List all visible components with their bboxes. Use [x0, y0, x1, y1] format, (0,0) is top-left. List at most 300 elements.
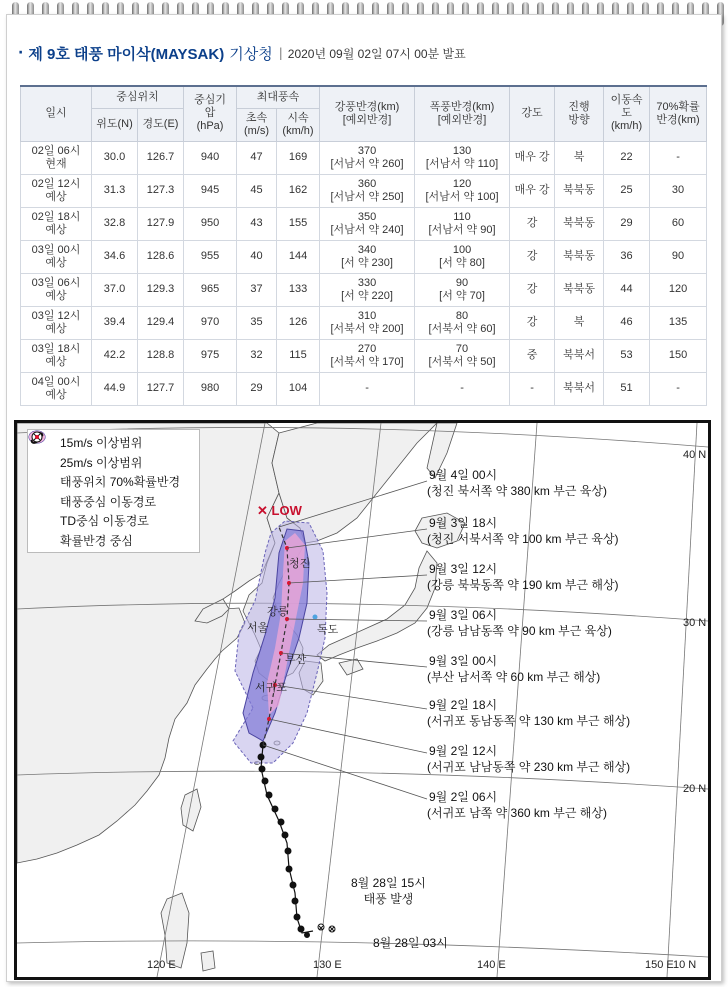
cell-lon-val: 128.6	[146, 250, 175, 262]
cell-intensity	[510, 306, 555, 339]
cell-gale-ex: [서 약 230]	[341, 256, 393, 269]
cell-kmh-val: 126	[288, 316, 308, 328]
cell-gale-val: -	[365, 382, 369, 394]
cell-pressure	[184, 339, 237, 372]
genesis-annotation	[351, 875, 426, 907]
cell-prob	[650, 339, 707, 372]
annotation-desc: (강릉 북북동쪽 약 190 km 부근 해상)	[427, 578, 619, 592]
cell-direction	[555, 339, 604, 372]
cell-kind: 예상	[45, 223, 67, 236]
cell-intensity-val: 강	[526, 283, 538, 295]
annotation-desc: (청진 북서쪽 약 380 km 부근 육상)	[427, 484, 607, 498]
annotation-desc: (서귀포 남남동쪽 약 230 km 부근 해상)	[427, 760, 631, 774]
city-busan: 부산	[285, 654, 307, 666]
cell-lon	[138, 141, 184, 174]
annotation-time: 9월 2일 12시	[429, 744, 498, 758]
cell-date: 04일 00시	[31, 375, 81, 388]
cell-gale-val: 350	[357, 210, 377, 223]
cell-lat-val: 44.9	[103, 382, 126, 394]
col-speed	[604, 86, 650, 141]
legend-row-track	[34, 492, 193, 512]
cell-prob	[650, 207, 707, 240]
cell-kmh	[277, 339, 320, 372]
forecast-row	[21, 174, 707, 207]
cell-storm-val: 120	[452, 177, 472, 190]
cell-ms	[237, 372, 277, 405]
cell-intensity-val: 강	[526, 316, 538, 328]
low-x-icon: ✕	[257, 503, 272, 518]
cell-lat-val: 37.0	[103, 283, 126, 295]
annotation-time: 9월 3일 12시	[429, 562, 498, 576]
track-map	[14, 420, 711, 980]
cell-kmh-val: 133	[288, 283, 308, 295]
cell-date: 02일 06시	[31, 144, 81, 157]
cell-kmh-val: 104	[288, 382, 308, 394]
cell-intensity	[510, 240, 555, 273]
legend-label-prob: 태풍위치 70%확률반경	[60, 475, 181, 490]
cell-gale-ex: [서북서 약 170]	[330, 355, 404, 368]
cell-kmh	[277, 273, 320, 306]
track-annotation	[427, 697, 630, 729]
col-direction	[555, 86, 604, 141]
cell-ms	[237, 306, 277, 339]
col-prob	[650, 86, 707, 141]
cell-ms-val: 32	[250, 349, 263, 361]
forecast-table	[20, 85, 707, 406]
cell-ms	[237, 240, 277, 273]
cell-prob-val: 30	[671, 184, 685, 196]
lat-label-40: 40 N	[683, 449, 707, 461]
low-label: LOW	[271, 503, 302, 518]
col-storm-sub: [예외반경]	[437, 113, 487, 126]
cell-lon	[138, 240, 184, 273]
cell-pressure-val: 955	[200, 250, 220, 262]
cell-lon-val: 126.7	[146, 151, 175, 163]
cell-ms-val: 47	[250, 151, 263, 163]
cell-lat-val: 34.6	[103, 250, 126, 262]
cell-storm-ex: [서북서 약 50]	[428, 355, 496, 368]
cell-speed	[604, 372, 650, 405]
cell-storm-ex: [서 약 80]	[439, 256, 485, 269]
cell-storm	[415, 306, 510, 339]
cell-speed-val: 46	[620, 316, 633, 328]
cell-prob-val: 120	[668, 283, 688, 295]
cell-lat	[92, 207, 138, 240]
cell-speed-val: 36	[620, 250, 633, 262]
cell-date: 03일 06시	[31, 276, 81, 289]
cell-storm-val: -	[460, 382, 464, 394]
col-center: 중심위치	[92, 86, 184, 108]
cell-gale-val: 330	[357, 276, 377, 289]
cell-speed-val: 44	[620, 283, 633, 295]
cell-gale	[320, 141, 415, 174]
cell-pressure	[184, 372, 237, 405]
forecast-row	[21, 306, 707, 339]
track-annotation	[427, 653, 600, 685]
cell-intensity-val: 매우 강	[514, 184, 550, 196]
cell-storm	[415, 174, 510, 207]
forecast-row	[21, 339, 707, 372]
forecast-row	[21, 141, 707, 174]
col-pressure	[184, 86, 237, 141]
cell-lon-val: 129.4	[146, 316, 175, 328]
prob-center-icon	[34, 531, 56, 549]
cell-pressure	[184, 207, 237, 240]
cell-direction-val: 북북동	[563, 250, 595, 262]
cell-gale	[320, 306, 415, 339]
cell-gale-ex: [서남서 약 240]	[330, 223, 404, 236]
track-annotation	[427, 467, 607, 499]
cell-datetime	[21, 372, 92, 405]
col-speed-label: 이동속도(km/h)	[610, 94, 643, 133]
cell-storm-val: 70	[455, 342, 469, 355]
cell-ms-val: 45	[250, 184, 263, 196]
annotation-desc: (서귀포 동남동쪽 약 130 km 부근 해상)	[427, 714, 631, 728]
cell-gale-ex: [서남서 약 250]	[330, 190, 404, 203]
cell-storm-ex: [서남서 약 90]	[428, 223, 496, 236]
cell-gale-ex: [서 약 220]	[341, 289, 393, 302]
cell-gale-ex: [서북서 약 200]	[330, 322, 404, 335]
cell-lat	[92, 339, 138, 372]
cell-date: 02일 12시	[31, 177, 81, 190]
cell-lat	[92, 174, 138, 207]
cell-prob-val: -	[676, 151, 680, 163]
cell-speed-val: 29	[620, 217, 633, 229]
cell-pressure	[184, 273, 237, 306]
cell-speed	[604, 240, 650, 273]
cell-speed	[604, 141, 650, 174]
cell-prob-val: 150	[668, 349, 688, 361]
cell-speed	[604, 339, 650, 372]
forecast-row	[21, 207, 707, 240]
cell-pressure-val: 940	[200, 151, 220, 163]
cell-pressure-val: 945	[200, 184, 220, 196]
cell-date: 03일 12시	[31, 309, 81, 322]
cell-direction-val: 북북동	[563, 217, 595, 229]
city-gangneung: 강릉	[267, 606, 289, 618]
cell-lat-val: 30.0	[103, 151, 126, 163]
track-annotation	[427, 515, 619, 547]
forecast-row	[21, 240, 707, 273]
cell-pressure-val: 975	[200, 349, 220, 361]
cell-storm-val: 130	[452, 144, 472, 157]
land-phil-small	[201, 951, 215, 971]
legend-label-center: 확률반경 중심	[60, 533, 133, 548]
cell-lat-val: 31.3	[103, 184, 126, 196]
cell-lon	[138, 207, 184, 240]
cell-intensity	[510, 372, 555, 405]
cell-pressure-val: 965	[200, 283, 220, 295]
cell-storm-ex: [서 약 70]	[439, 289, 485, 302]
cell-gale-val: 370	[357, 144, 377, 157]
cell-kmh	[277, 306, 320, 339]
cell-intensity-val: 매우 강	[514, 151, 550, 163]
legend-label-track: 태풍중심 이동경로	[60, 494, 157, 509]
header-bullet: ·	[18, 45, 24, 61]
cell-storm-val: 90	[455, 276, 469, 289]
cell-speed	[604, 306, 650, 339]
cell-kind: 예상	[45, 256, 67, 269]
cell-lat	[92, 240, 138, 273]
cell-ms	[237, 207, 277, 240]
col-lon: 경도(E)	[138, 108, 184, 141]
cell-storm-ex: [서남서 약 110]	[425, 157, 499, 170]
col-gale-sub: [예외반경]	[342, 113, 392, 126]
cell-gale-ex: [서남서 약 260]	[330, 157, 404, 170]
col-pressure-label: 중심기압(hPa)	[194, 94, 226, 133]
cell-kmh-val: 144	[288, 250, 308, 262]
annotation-desc: (청진 서북서쪽 약 100 km 부근 육상)	[427, 532, 619, 546]
cell-kmh	[277, 372, 320, 405]
cell-gale-val: 340	[357, 243, 377, 256]
cell-datetime	[21, 141, 92, 174]
col-storm-label: 폭풍반경(km)	[429, 100, 495, 113]
cell-storm-ex: [서남서 약 100]	[425, 190, 499, 203]
cell-lon-val: 127.9	[146, 217, 175, 229]
cell-speed-val: 53	[620, 349, 633, 361]
lon-label-140: 140 E	[477, 959, 506, 971]
cell-gale	[320, 207, 415, 240]
legend-row-td	[34, 511, 193, 531]
lat-label-10: 10 N	[673, 959, 697, 971]
cell-intensity-val: 중	[526, 349, 538, 361]
cell-direction-val: 북	[573, 151, 585, 163]
cell-speed	[604, 273, 650, 306]
cell-storm	[415, 240, 510, 273]
lat-line-10	[17, 941, 708, 957]
cell-intensity	[510, 339, 555, 372]
lon-label-120: 120 E	[147, 959, 176, 971]
cell-storm	[415, 141, 510, 174]
cell-lon	[138, 339, 184, 372]
col-gale	[320, 86, 415, 141]
legend-row-gale	[34, 433, 193, 453]
cell-ms-val: 40	[250, 250, 263, 262]
annotation-time: 9월 2일 18시	[429, 698, 498, 712]
cell-date: 03일 00시	[31, 243, 81, 256]
forecast-row	[21, 273, 707, 306]
land-taiwan	[181, 789, 201, 831]
cell-ms	[237, 273, 277, 306]
cell-intensity	[510, 273, 555, 306]
cell-prob-val: 135	[668, 316, 688, 328]
col-prob-label: 70%확률반경(km)	[656, 100, 700, 126]
cell-direction	[555, 141, 604, 174]
cell-lon	[138, 306, 184, 339]
cell-ms	[237, 174, 277, 207]
legend-label-storm: 25m/s 이상범위	[60, 455, 143, 470]
cell-lat	[92, 306, 138, 339]
cell-kmh-val: 155	[288, 217, 308, 229]
cell-storm-val: 100	[452, 243, 472, 256]
cell-gale	[320, 174, 415, 207]
typhoon-title: 제 9호 태풍 마이삭(MAYSAK)	[28, 45, 225, 63]
land-shikoku	[339, 659, 363, 675]
cell-prob	[650, 306, 707, 339]
cell-gale-val: 270	[357, 342, 377, 355]
cell-direction-val: 북북동	[563, 283, 595, 295]
lon-label-130: 130 E	[313, 959, 342, 971]
cell-lon-val: 127.7	[146, 382, 175, 394]
track-annotation	[427, 743, 630, 775]
cell-kmh-val: 162	[288, 184, 308, 196]
annotation-time: 9월 3일 06시	[429, 608, 498, 622]
cell-lat	[92, 141, 138, 174]
annotation-desc: (강릉 남남동쪽 약 90 km 부근 육상)	[427, 624, 612, 638]
storm-swatch-icon	[34, 453, 56, 471]
cell-gale	[320, 372, 415, 405]
lon-line-150	[667, 423, 697, 977]
legend-row-prob	[34, 472, 193, 492]
cell-prob-val: 90	[671, 250, 685, 262]
cell-pressure-val: 950	[200, 217, 220, 229]
cell-gale	[320, 273, 415, 306]
annotation-desc: (부산 남서쪽 약 60 km 부근 해상)	[427, 670, 601, 684]
cell-storm	[415, 372, 510, 405]
cell-direction-val: 북북동	[563, 184, 595, 196]
cell-ms-val: 37	[250, 283, 263, 295]
cell-pressure-val: 970	[200, 316, 220, 328]
annotation-time: 9월 3일 00시	[429, 654, 498, 668]
genesis-time: 8월 28일 15시	[351, 876, 426, 890]
col-ms-label: 초속(m/s)	[243, 111, 270, 137]
cell-speed	[604, 174, 650, 207]
cell-gale	[320, 240, 415, 273]
cell-prob	[650, 240, 707, 273]
cell-storm	[415, 273, 510, 306]
cell-gale-val: 310	[357, 309, 377, 322]
td-start-annotation: 8월 28일 03시	[373, 936, 448, 950]
col-kmh-label: 시속(km/h)	[282, 111, 314, 137]
cell-ms	[237, 141, 277, 174]
map-legend	[27, 429, 200, 553]
cell-storm	[415, 339, 510, 372]
cell-lon-val: 127.3	[146, 184, 175, 196]
cell-kind: 예상	[45, 322, 67, 335]
cell-lat	[92, 372, 138, 405]
cell-lon-val: 128.8	[146, 349, 175, 361]
cell-kind: 예상	[45, 388, 67, 401]
city-seoul: 서울	[247, 622, 269, 634]
dokdo-dot	[313, 615, 318, 620]
cell-storm-val: 80	[455, 309, 469, 322]
cell-speed-val: 51	[620, 382, 633, 394]
col-intensity: 강도	[510, 86, 555, 141]
annotation-desc: (서귀포 남쪽 약 360 km 부근 해상)	[427, 806, 607, 820]
cell-intensity	[510, 207, 555, 240]
cell-ms-val: 43	[250, 217, 263, 229]
col-maxwind: 최대풍속	[237, 86, 320, 108]
lat-label-20: 20 N	[683, 783, 707, 795]
legend-row-center	[34, 531, 193, 551]
cell-gale	[320, 339, 415, 372]
city-seogwipo: 서귀포	[255, 682, 287, 694]
cell-direction	[555, 174, 604, 207]
annotation-time: 9월 2일 06시	[429, 790, 498, 804]
cell-direction-val: 북북서	[563, 382, 595, 394]
low-marker	[257, 503, 302, 519]
cell-prob	[650, 273, 707, 306]
lat-label-30: 30 N	[683, 617, 707, 629]
annotation-time: 9월 4일 00시	[429, 468, 498, 482]
cell-datetime	[21, 174, 92, 207]
issued-time: 2020년 09월 02일 07시 00분 발표	[287, 46, 466, 61]
track-annotation	[427, 561, 619, 593]
td-symbol-icon	[34, 512, 56, 530]
td-track	[318, 924, 335, 932]
cell-lat-val: 32.8	[103, 217, 126, 229]
annotation-time: 9월 3일 18시	[429, 516, 498, 530]
cell-datetime	[21, 207, 92, 240]
cell-kmh	[277, 174, 320, 207]
cell-storm-ex: [서북서 약 60]	[428, 322, 496, 335]
prob-swatch-icon	[34, 473, 56, 491]
cell-intensity-val: 강	[526, 250, 538, 262]
cell-direction	[555, 273, 604, 306]
legend-label-td: TD중심 이동경로	[60, 514, 149, 529]
cell-datetime	[21, 240, 92, 273]
col-storm	[415, 86, 510, 141]
cell-lat-val: 42.2	[103, 349, 126, 361]
cell-ms-val: 35	[250, 316, 263, 328]
cell-pressure	[184, 174, 237, 207]
header-divider: |	[278, 46, 283, 60]
cell-prob	[650, 141, 707, 174]
cell-direction	[555, 306, 604, 339]
cell-direction	[555, 240, 604, 273]
cell-datetime	[21, 273, 92, 306]
cell-lat-val: 39.4	[103, 316, 126, 328]
cell-storm-val: 110	[453, 210, 471, 223]
cell-datetime	[21, 339, 92, 372]
typhoon-symbol-icon	[34, 492, 56, 510]
cell-pressure	[184, 240, 237, 273]
cell-lon	[138, 273, 184, 306]
col-ms	[237, 108, 277, 141]
cell-kind: 예상	[45, 355, 67, 368]
cell-kmh-val: 169	[288, 151, 308, 163]
cell-datetime	[21, 306, 92, 339]
forecast-row	[21, 372, 707, 405]
city-cheongjin: 청진	[289, 558, 311, 570]
legend-row-storm	[34, 453, 193, 473]
issuer-name: 기상청	[229, 45, 273, 63]
col-direction-label: 진행방향	[568, 100, 590, 126]
cell-lon	[138, 372, 184, 405]
cell-direction	[555, 372, 604, 405]
cell-kind: 예상	[45, 190, 67, 203]
cell-speed-val: 25	[620, 184, 633, 196]
bulletin-header	[18, 42, 466, 64]
col-lat: 위도(N)	[92, 108, 138, 141]
cell-direction-val: 북	[573, 316, 585, 328]
col-gale-label: 강풍반경(km)	[334, 100, 400, 113]
cell-gale-val: 360	[357, 177, 377, 190]
col-kmh	[277, 108, 320, 141]
cell-prob	[650, 372, 707, 405]
cell-lon	[138, 174, 184, 207]
cell-kmh	[277, 141, 320, 174]
cell-pressure-val: 980	[200, 382, 220, 394]
cell-intensity	[510, 174, 555, 207]
cell-date: 03일 18시	[31, 342, 81, 355]
cell-intensity-val: -	[530, 382, 534, 394]
cell-prob	[650, 174, 707, 207]
col-datetime: 일시	[21, 86, 92, 141]
cell-lon-val: 129.3	[146, 283, 175, 295]
cell-lat	[92, 273, 138, 306]
cell-ms	[237, 339, 277, 372]
